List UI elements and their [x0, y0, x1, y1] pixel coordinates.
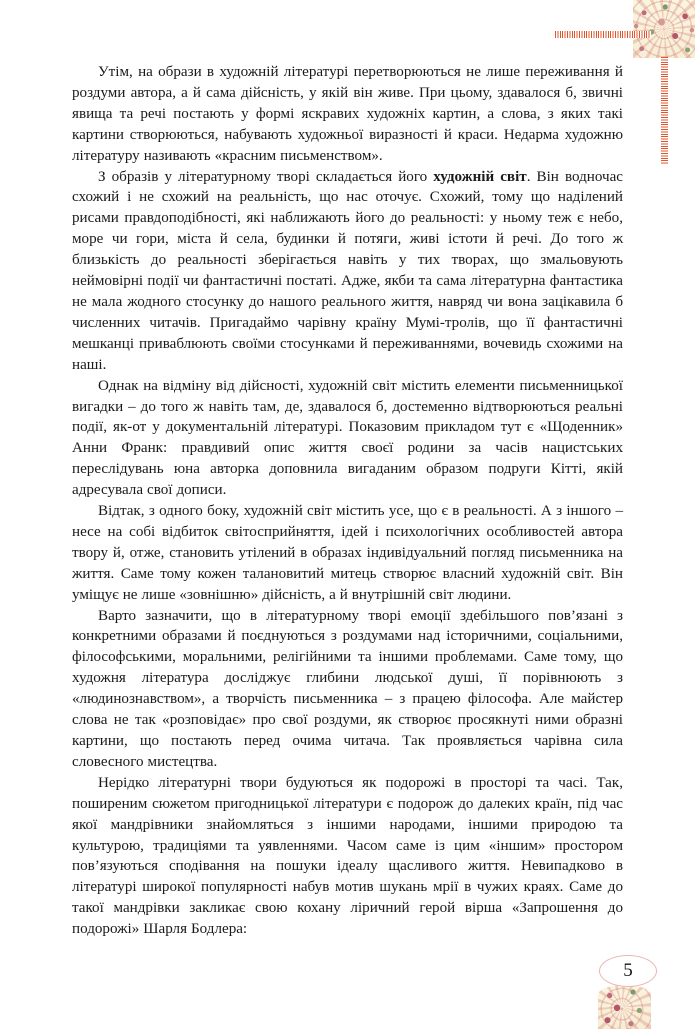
floral-ornament-icon-bottom [598, 985, 651, 1029]
floral-ornament-icon-top [633, 0, 695, 58]
paragraph-3: Однак на відміну від дійсності, художній світ містить елементи письменницької вигадки – до того ж навіть там, де, здавалося б, достеменно відтворюються реальні події, як-от у документальній літературі. Показовим прикладом тут є «Щоденник» Анни Франк: правдивий опис життя своєї родини за часів нацистських переслідувань юна авторка доповнила вигаданим образом подруги Кітті, якій адресувала свої дописи. [72, 377, 623, 499]
paragraph-5: Варто зазначити, що в літературному творі емоції здебільшого пов’язані з конкретними образами й поєднуються з роздумами над історичними, соціальними, філософськими, моральними, релігійними та іншими проблемами. Саме тому, що художня література досліджує глибини людської душі, її порівнюють з «людинознавством», а творчість письменника – з працею філософа. Але майстер слова не так «розповідає» про свої роздуми, як створює просякнуті ними образні картини, що постають перед очима читача. Так проявляється чарівна сила словесного мистецтва. [72, 607, 623, 770]
key-term-artistic-world: художній світ [433, 168, 527, 185]
page-number: 5 [599, 955, 657, 987]
hatched-rule-horizontal [555, 31, 651, 38]
body-text-column [72, 62, 623, 940]
paragraph-4: Відтак, з одного боку, художній світ містить усе, що є в реальності. А з іншого – несе на собі відбиток світосприйняття, ідей і психологічних особливостей автора твору й, отже, становить утілений в образах індивідуальний погляд письменника на життя. Саме тому кожен талановитий митець створює власний художній світ. Він уміщує не лише «зовнішню» дійсність, а й внутрішній світ людини. [72, 503, 623, 603]
paragraph-6: Нерідко літературні твори будуються як подорожі в просторі та часі. Так, поширеним сюжетом пригодницької літератури є подорож до далеких країн, під час якої мандрівники знайомляться з іншими народами, іншими природою та культурою, традиціями та уявленнями. Часом саме із цим «іншим» простором пов’язуються сподівання на пошуки ідеалу щасливого життя. Невипадково в літературі широкої популярності набув мотив шукань мрії в чужих краях. Саме до такої мандрівки закликає свою кохану ліричний герой вірша «Запрошення до подорожі» Шарля Бодлера: [72, 774, 623, 938]
paragraph-2 [72, 167, 623, 376]
paragraph-2-lead: З образів у літературному творі складається його [98, 168, 434, 185]
paragraph-1: Утім, на образи в художній літературі перетворюються не лише переживання й роздуми автора, а й сама дійсність, у якій він живе. При цьому, здавалося б, звичні явища та речі постають у формі яскравих художніх картин, а слова, з яких такі картини створюються, набувають художньої виразності й краси. Недарма художню літературу називають «красним письменством». [72, 64, 623, 164]
hatched-rule-vertical [661, 57, 668, 165]
paragraph-2-rest: . Він водночас схожий і не схожий на реальність, що нас оточує. Схожий, тому що наділений рисами правдоподібності, які наближають його до реальності: у ньому теж є небо, море чи гори, міста й села, будинки й потяги, живі істоти й речі. До того ж близькість до реальності зберігається навіть у тих творах, що змальовують неймовірні події чи фантастичні постаті. Адже, якби та сама літературна фантастика не мала жодного стосунку до нашого реального життя, навряд чи вона зацікавила б численних читачів. Пригадаймо чарівну країну Мумі-тролів, що її фантастичні мешканці приваблюють своїми стосунками й переживаннями, вочевидь схожими на наші. [72, 168, 623, 373]
